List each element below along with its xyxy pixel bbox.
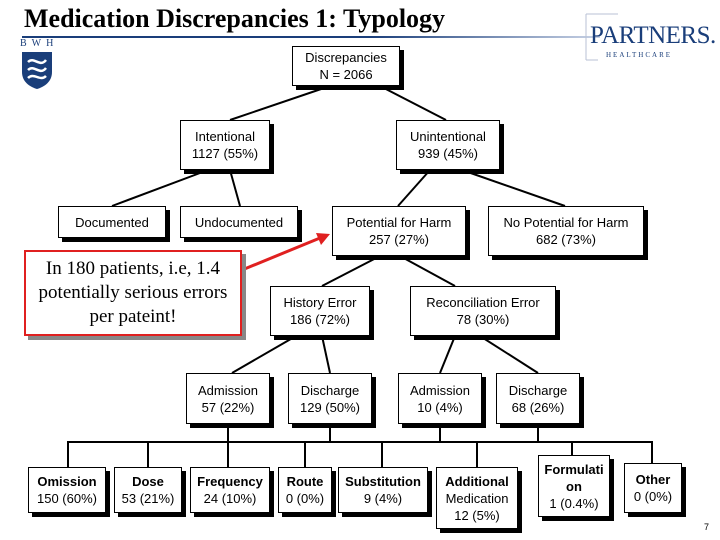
node-additional-medication: Additional Medication 12 (5%) [436,467,518,529]
node-formulation: Formulati on 1 (0.4%) [538,455,610,517]
partners-logo-subtext: HEALTHCARE [606,51,673,59]
connector-history-admission [232,336,296,373]
node-substitution: Substitution 9 (4%) [338,467,428,513]
node-reconciliation-error: Reconciliation Error 78 (30%) [410,286,556,336]
node-route: Route 0 (0%) [278,467,332,513]
connector-history-discharge [322,336,330,373]
node-undocumented: Undocumented [180,206,298,238]
node-dose: Dose 53 (21%) [114,467,182,513]
node-omission: Omission 150 (60%) [28,467,106,513]
callout-arrow [242,233,330,270]
node-reconciliation-discharge: Discharge 68 (26%) [496,373,580,424]
node-history-admission: Admission 57 (22%) [186,373,270,424]
node-frequency: Frequency 24 (10%) [190,467,270,513]
node-history-error: History Error 186 (72%) [270,286,370,336]
node-documented: Documented [58,206,166,238]
page-title: Medication Discrepancies 1: Typology [24,4,446,33]
connector-reconciliation-discharge [480,336,538,373]
connector-reconciliation-admission [440,336,455,373]
callout-note: In 180 patients, i.e, 1.4 potentially serious errors per pateint! [24,250,242,336]
node-discrepancies: Discrepancies N = 2066 [292,46,400,86]
connector-potential-history [322,256,380,286]
connector-root-unintentional [380,86,446,120]
connector-intentional-documented [112,170,208,206]
node-history-discharge: Discharge 129 (50%) [288,373,372,424]
connector-root-intentional [230,86,330,120]
connector-potential-reconciliation [400,256,455,286]
connector-unintentional-potential [398,170,430,206]
connector-unintentional-nopotential [462,170,565,206]
node-no-potential-for-harm: No Potential for Harm 682 (73%) [488,206,644,256]
connector-intentional-undocumented [230,170,240,206]
node-intentional: Intentional 1127 (55%) [180,120,270,170]
node-other: Other 0 (0%) [624,463,682,513]
partners-logo: PARTNERS. [590,22,716,49]
node-reconciliation-admission: Admission 10 (4%) [398,373,482,424]
node-unintentional: Unintentional 939 (45%) [396,120,500,170]
page-number: 7 [704,522,710,532]
bwh-logo-text: BWH [20,38,59,49]
node-potential-for-harm: Potential for Harm 257 (27%) [332,206,466,256]
